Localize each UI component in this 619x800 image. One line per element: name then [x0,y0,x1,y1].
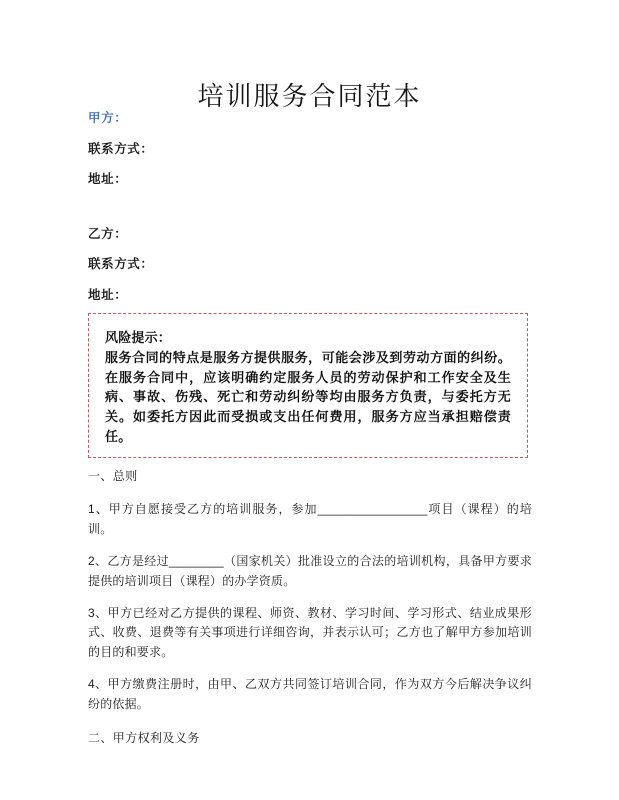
party-block-spacer [88,204,532,228]
party-contact-yifang: 联系方式： [88,257,154,271]
party-label-jiafang: 甲方： [88,111,128,125]
page-title: 培训服务合同范本 [197,82,422,112]
clause-item-4: 4、甲方缴费注册时，由甲、乙双方共同签订培训合同，作为双方今后解决争议纠纷的依据。 [88,677,532,711]
party-contact-jiafang: 联系方式： [88,141,154,156]
risk-notice-text [105,328,511,447]
section-heading-general-rules: 一、总则 [88,469,138,483]
clauses-section [88,468,532,746]
party-address-yifang: 地址： [88,287,128,302]
clause-item-3: 3、甲方已经对乙方提供的课程、师资、教材、学习时间、学习形式、结业成果形式、收费、退费等有关事项进行详细咨询，并表示认可；乙方也了解甲方参加培训的目的和要求。 [88,605,532,659]
clause-item-2: 2、乙方是经过________（国家机关）批准设立的合法的培训机构，具备甲方要求提供的培训项目（课程）的办学资质。 [88,554,532,588]
section-heading-party-a-rights: 二、甲方权利及义务 [88,731,200,746]
party-information-block [88,112,532,319]
risk-notice-body: 服务合同的特点是服务方提供服务，可能会涉及到劳动方面的纠纷。在服务合同中，应该明确约定服务人员的劳动保护和工作安全及生病、事故、伤残、死亡和劳动纠纷等均由服务方负责，与委托方无关。如委托方因此而受损或支出任何费用，服务方应当承担赔偿责任。 [105,349,511,444]
party-address-jiafang: 地址： [88,172,128,186]
party-label-yifang: 乙方： [88,226,128,241]
risk-notice-box [88,313,528,458]
risk-notice-heading: 风险提示： [105,330,172,345]
clause-item-1: 1、甲方自愿接受乙方的培训服务，参加________________项目（课程）的培训。 [88,502,532,536]
